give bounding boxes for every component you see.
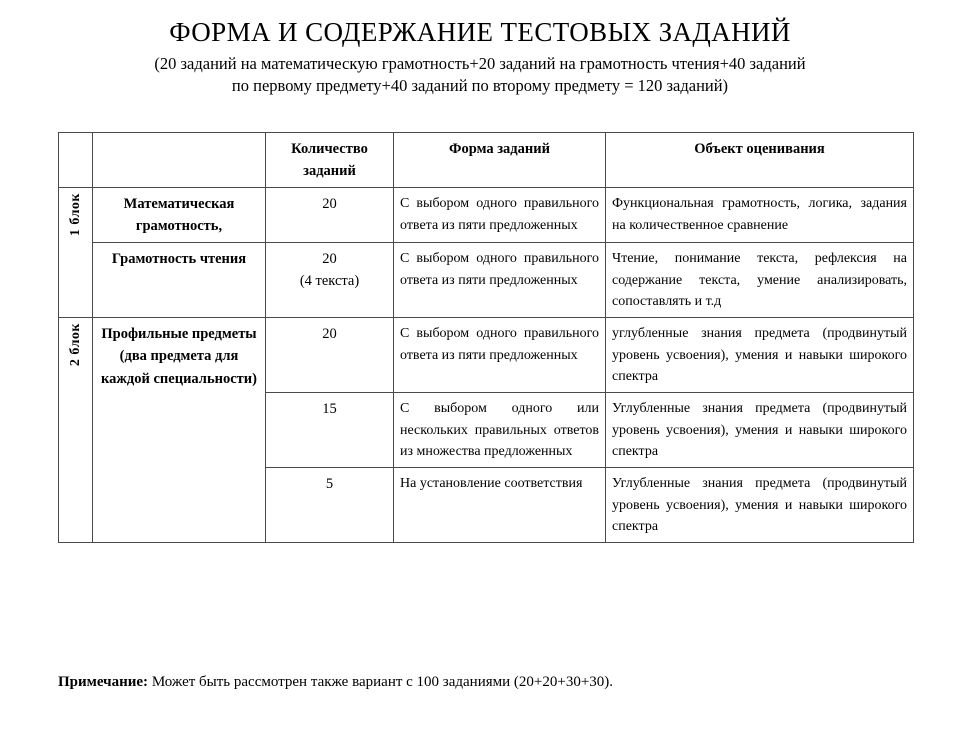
form-cell-profile-3: На установление соответствия bbox=[394, 468, 606, 543]
header-cell-object: Объект оценивания bbox=[606, 133, 914, 188]
test-structure-table-container bbox=[58, 132, 913, 543]
header-cell-name bbox=[93, 133, 266, 188]
footnote bbox=[58, 673, 918, 693]
count-value: 15 bbox=[322, 401, 337, 417]
block-label-2: 2 блок bbox=[68, 322, 83, 367]
table-header-row bbox=[59, 133, 914, 188]
object-cell-profile-3: Углубленные знания предмета (продвинутый уровень усвоения), умения и навыки широкого спектра bbox=[606, 468, 914, 543]
header-cell-form: Форма заданий bbox=[394, 133, 606, 188]
count-value: 5 bbox=[325, 476, 334, 493]
page-subtitle bbox=[60, 53, 900, 96]
document-page bbox=[0, 18, 960, 738]
object-cell-profile-1: углубленные знания предмета (продвинутый уровень усвоения), умения и навыки широкого спектра bbox=[606, 317, 914, 392]
form-cell-profile-1: С выбором одного правильного ответа из пяти предложенных bbox=[394, 317, 606, 392]
count-cell-math bbox=[266, 187, 394, 242]
subtitle-line-2: по первому предмету+40 заданий по второму предмету = 120 заданий) bbox=[231, 75, 729, 95]
block-label-cell-2 bbox=[59, 317, 93, 542]
test-structure-table bbox=[58, 132, 914, 543]
count-value: 20 bbox=[322, 325, 337, 342]
header-cell-block bbox=[59, 133, 93, 188]
subject-name-profile: Профильные предметы (два предмета для каждой специальности) bbox=[93, 317, 266, 542]
form-cell-reading: С выбором одного правильного ответа из пяти предложенных bbox=[394, 242, 606, 317]
object-cell-reading: Чтение, понимание текста, рефлексия на содержание текста, умение анализировать, сопоставлять и т.д bbox=[606, 242, 914, 317]
form-cell-math: С выбором одного правильного ответа из пяти предложенных bbox=[394, 187, 606, 242]
count-note: (4 текста) bbox=[299, 273, 360, 290]
header-count-line-1: Количество bbox=[291, 141, 368, 157]
table-row bbox=[59, 317, 914, 392]
object-cell-math: Функциональная грамотность, логика, задания на количественное сравнение bbox=[606, 187, 914, 242]
subtitle-line-1: (20 заданий на математическую грамотность+20 заданий на грамотность чтения+40 заданий bbox=[154, 54, 806, 74]
block-label-1: 1 блок bbox=[68, 192, 83, 237]
header-count-line-2: заданий bbox=[303, 163, 356, 180]
footnote-text: Может быть рассмотрен также вариант с 100 заданиями (20+20+30+30). bbox=[148, 674, 614, 690]
count-cell-profile-3 bbox=[266, 468, 394, 543]
footnote-label: Примечание: bbox=[58, 674, 149, 690]
count-value: 20 bbox=[322, 195, 337, 212]
form-cell-profile-2: С выбором одного или нескольких правильных ответов из множества предложенных bbox=[394, 393, 606, 468]
block-label-cell-1 bbox=[59, 187, 93, 317]
count-cell-reading bbox=[266, 242, 394, 317]
subject-name-reading: Грамотность чтения bbox=[93, 242, 266, 317]
table-row bbox=[59, 242, 914, 317]
page-title: ФОРМА И СОДЕРЖАНИЕ ТЕСТОВЫХ ЗАДАНИЙ bbox=[169, 17, 791, 47]
header-cell-count bbox=[266, 133, 394, 188]
subject-name-math: Математическая грамотность, bbox=[93, 187, 266, 242]
count-cell-profile-2 bbox=[266, 393, 394, 468]
count-value: 20 bbox=[322, 250, 337, 267]
object-cell-profile-2: Углубленные знания предмета (продвинутый уровень усвоения), умения и навыки широкого спектра bbox=[606, 393, 914, 468]
table-row bbox=[59, 187, 914, 242]
count-cell-profile-1 bbox=[266, 317, 394, 392]
